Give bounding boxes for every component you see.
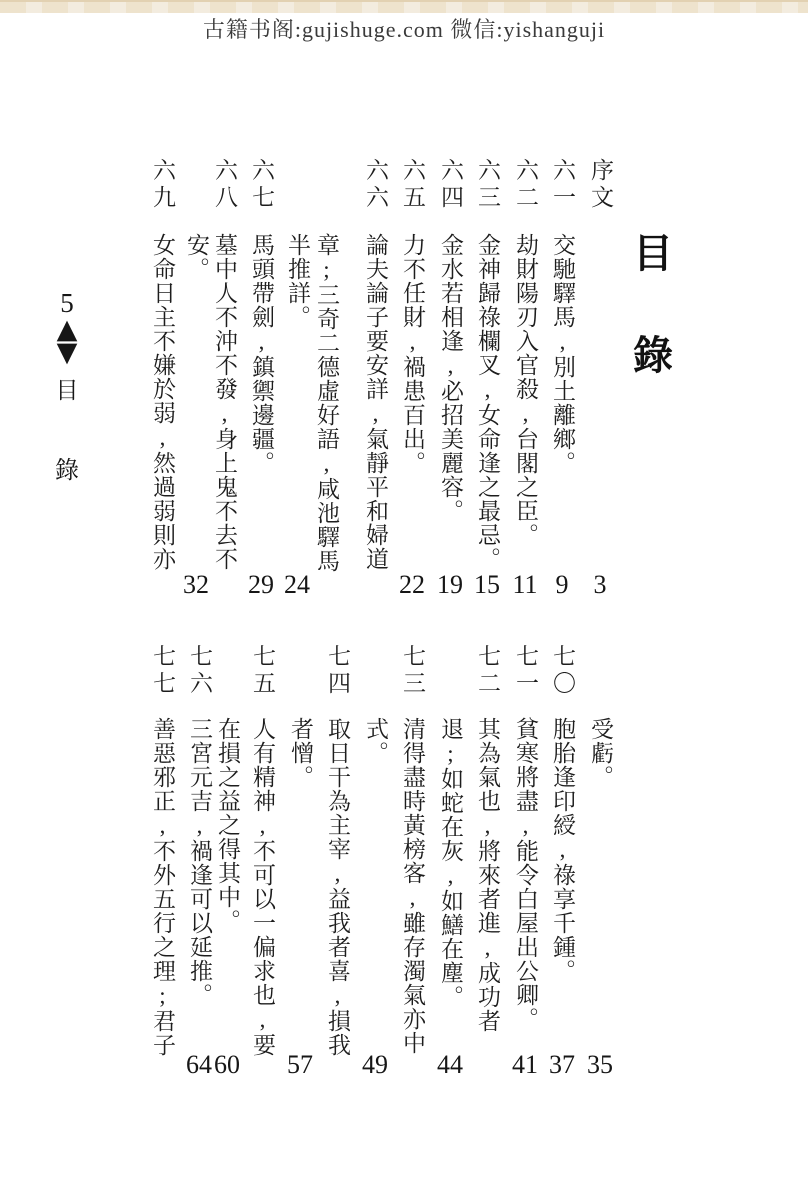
entry-text: 金水若相逢,必招美麗容。 [438, 233, 463, 523]
entry-page-number: 32 [183, 570, 209, 599]
chapter-marker-char: 目 [55, 378, 79, 403]
page-title-char: 錄 [633, 333, 673, 378]
entry-page-number: 15 [474, 570, 500, 599]
entry-page-number: 22 [399, 570, 425, 599]
entry-text: 墓中人不沖不發,身上鬼不去不 [212, 233, 237, 571]
entry-text: 者憎。 [288, 717, 313, 789]
entry-page-number: 37 [549, 1050, 575, 1079]
entry-page-number: 35 [587, 1050, 613, 1079]
entry-page-number: 11 [512, 570, 538, 599]
entry-text: 金神歸祿欄叉,女命逢之最忌。 [475, 233, 500, 571]
entry-text: 半推詳。 [285, 233, 310, 329]
entry-text: 貧寒將盡,能令白屋出公卿。 [513, 717, 538, 1031]
entry-number: 六五 [400, 158, 425, 212]
chapter-marker-char: 錄 [55, 458, 79, 484]
page-title-char: 目 [633, 231, 673, 276]
entry-text: 善惡邪正,不外五行之理;君子 [150, 717, 175, 1057]
entry-text: 馬頭帶劍,鎮禦邊疆。 [249, 233, 274, 475]
entry-number: 序文 [588, 158, 613, 212]
entry-text: 其為氣也,將來者進,成功者 [475, 717, 500, 1033]
entry-text: 退;如蛇在灰,如鱔在塵。 [438, 717, 463, 1009]
entry-number: 七六 [187, 644, 212, 698]
entry-page-number: 3 [593, 570, 607, 599]
entry-page-number: 41 [512, 1050, 538, 1079]
entry-number: 七四 [325, 644, 350, 698]
entry-number: 六七 [249, 158, 274, 212]
entry-page-number: 49 [362, 1050, 388, 1079]
entry-number: 六四 [438, 158, 463, 212]
entry-text: 人有精神,不可以一偏求也,要 [250, 717, 275, 1057]
entry-number: 七七 [150, 644, 175, 698]
entry-text: 三宮元吉,禍逢可以延推。 [187, 717, 212, 1007]
page-edge-marker [49, 0, 85, 500]
triangle-down-icon: ▼ [56, 337, 78, 368]
entry-number: 六一 [550, 158, 575, 212]
entry-text: 力不任財,禍患百出。 [400, 233, 425, 475]
entry-page-number: 24 [284, 570, 310, 599]
triangle-up-icon: ▲ [56, 314, 78, 345]
entry-text: 劫財陽刃入官殺,台閣之臣。 [513, 233, 538, 547]
page-number-marker: 5 [60, 288, 74, 318]
entry-text: 章;三奇二德虛好語,咸池驛馬 [314, 233, 339, 573]
top-border-band [0, 0, 808, 13]
entry-page-number: 44 [437, 1050, 463, 1079]
entry-number: 七五 [250, 644, 275, 698]
entry-page-number: 19 [437, 570, 463, 599]
entry-page-number: 9 [555, 570, 569, 599]
entry-text: 安。 [184, 233, 209, 281]
entry-page-number: 64 [186, 1050, 212, 1079]
entry-text: 女命日主不嫌於弱,然過弱則亦 [150, 233, 175, 571]
entry-number: 七〇 [550, 644, 575, 698]
entry-text: 交馳驛馬,別土離鄉。 [550, 233, 575, 475]
entry-number: 六九 [150, 158, 175, 212]
entry-number: 七三 [400, 644, 425, 698]
entry-number: 六二 [513, 158, 538, 212]
entry-number: 六六 [363, 158, 388, 212]
entry-page-number: 29 [248, 570, 274, 599]
entry-number: 七二 [475, 644, 500, 698]
entry-number: 六八 [212, 158, 237, 212]
entry-text: 式。 [363, 717, 388, 765]
entry-page-number: 60 [214, 1050, 240, 1079]
entry-number: 六三 [475, 158, 500, 212]
site-watermark: 古籍书阁:gujishuge.com 微信:yishanguji [202, 17, 606, 42]
entry-number: 七一 [513, 644, 538, 698]
entry-text: 取日干為主宰,益我者喜,損我 [325, 717, 350, 1057]
entry-text: 在損之益之得其中。 [215, 717, 240, 933]
entry-text: 受虧。 [588, 717, 613, 789]
entry-text: 論夫論子要安詳,氣靜平和婦道 [363, 233, 388, 571]
entry-page-number: 57 [287, 1050, 313, 1079]
entry-text: 胞胎逢印綬,祿享千鍾。 [550, 717, 575, 983]
entry-text: 清得盡時黃榜客,雖存濁氣亦中 [400, 717, 425, 1055]
